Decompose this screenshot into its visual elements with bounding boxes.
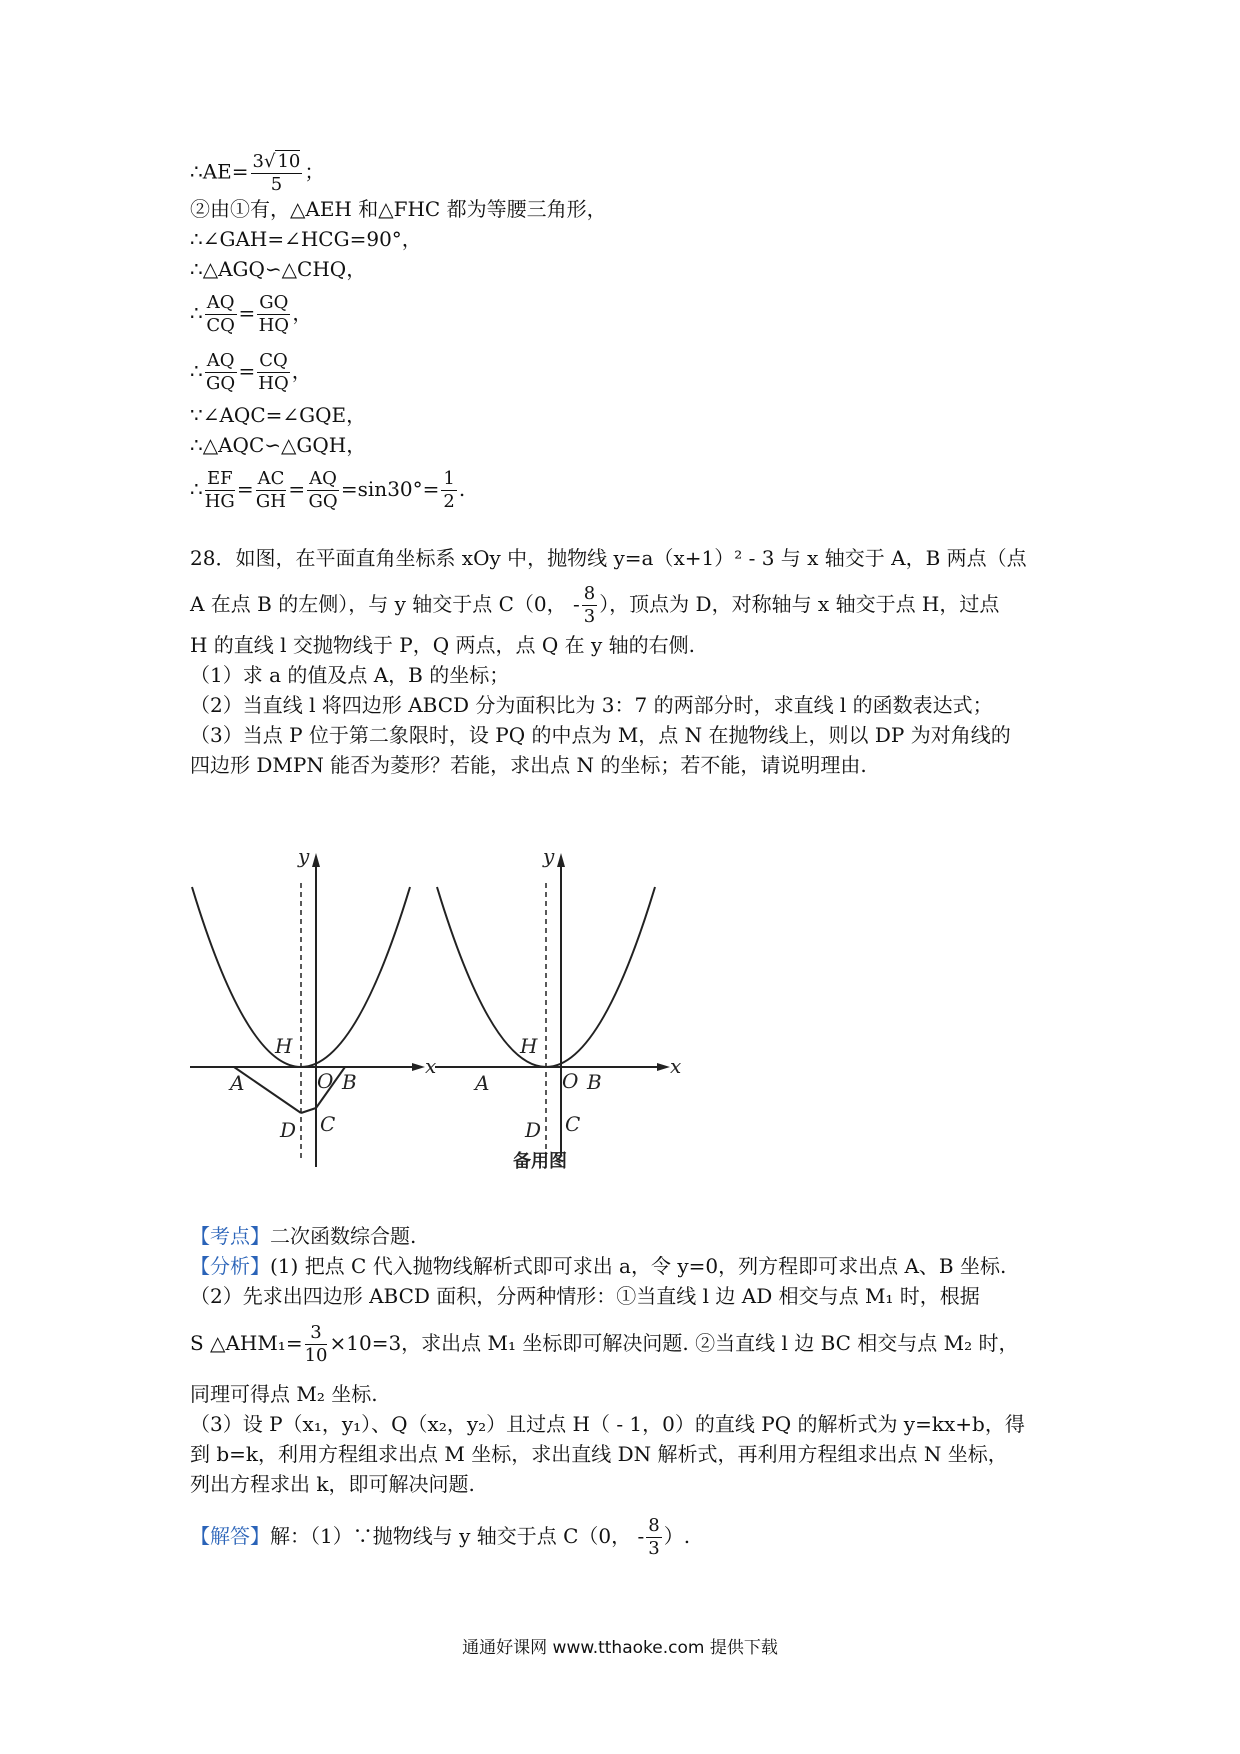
problem-line-1: 28．如图，在平面直角坐标系 xOy 中，抛物线 y=a（x+1）² - 3 与 x 轴交于 A，B 两点（点 [190,546,1027,570]
solution-line-3: ∴∠GAH=∠HCG=90°， [190,227,422,251]
problem-line-2: A 在点 B 的左侧），与 y 轴交于点 C（0， - $\frac{8}{3}$ ），顶点为 D，对称轴与 x 轴交于点 H，过点 [190,583,1000,627]
fenxi-line-2: （2）先求出四边形 ABCD 面积，分两种情形：①当直线 l 边 AD 相交与点 M₁ 时，根据 [190,1284,980,1308]
kaodian-line: 【考点】二次函数综合题. [190,1224,417,1248]
problem-figures [180,845,720,1175]
fenxi-tag: 【分析】 [190,1254,270,1278]
solution-line-4: ∴△AGQ∽△CHQ， [190,257,367,281]
label-x: x [425,1054,437,1078]
fenxi-line-6: 到 b=k，利用方程组求出点 M 坐标，求出直线 DN 解析式，再利用方程组求出点 N 坐标， [190,1442,1008,1466]
fenxi-line-4: 同理可得点 M₂ 坐标. [190,1382,378,1406]
figure-spare [435,853,670,1155]
solution-line-5: ∴ $\frac{AQ}{CQ}$ = $\frac{GQ}{HQ}$ ， [190,292,313,336]
problem-line-3: H 的直线 l 交抛物线于 P，Q 两点，点 Q 在 y 轴的右侧. [190,633,695,657]
solution-line-8: ∴△AQC∽△GQH， [190,433,367,457]
question-3a: （3）当点 P 位于第二象限时，设 PQ 的中点为 M，点 N 在抛物线上，则以 DP 为对角线的 [190,723,1011,747]
solution-line-6: ∴ $\frac{AQ}{GQ}$ = $\frac{CQ}{HQ}$ ， [190,350,312,394]
figure-caption: 备用图 [513,1151,567,1172]
label-B-2: B [587,1070,602,1094]
fenxi-line-7: 列出方程求出 k，即可解决问题. [190,1472,475,1496]
figure-main [190,853,425,1167]
question-3b: 四边形 DMPN 能否为菱形？若能，求出点 N 的坐标；若不能，请说明理由. [190,753,867,777]
fenxi-line-3: S △AHM₁= $\frac{3}{10}$ ×10=3，求出点 M₁ 坐标即可解决问题. ②当直线 l 边 BC 相交与点 M₂ 时， [190,1322,1019,1366]
question-1: （1）求 a 的值及点 A，B 的坐标； [190,663,510,687]
label-A: A [230,1071,245,1095]
label-x-2: x [670,1054,682,1078]
kaodian-tag: 【考点】 [190,1224,270,1248]
solution-line-7: ∵∠AQC=∠GQE， [190,403,367,427]
label-A-2: A [475,1071,490,1095]
label-C-2: C [565,1112,581,1136]
label-D: D [280,1118,297,1142]
label-H-2: H [520,1034,538,1058]
solution-line-1: ∴AE= $\frac{3√ 10}{5}$ ； [190,151,325,195]
solution-line-2: ②由①有，△AEH 和△FHC 都为等腰三角形， [190,197,607,221]
label-C: C [320,1112,336,1136]
page-footer: 通通好课网 www.tthaoke.com 提供下载 [462,1638,778,1658]
fraction: $\frac{3√ 10}{5}$ [252,151,301,195]
label-y: y [298,845,310,868]
question-2: （2）当直线 l 将四边形 ABCD 分为面积比为 3：7 的两部分时，求直线 l 的函数表达式； [190,693,993,717]
jieda-line: 【解答】解：（1）∵抛物线与 y 轴交于点 C（0， - $\frac{8}{3}$ ）. [190,1515,691,1559]
label-H: H [275,1034,293,1058]
label-O: O [317,1069,334,1093]
label-O-2: O [562,1069,579,1093]
jieda-tag: 【解答】 [190,1524,270,1548]
fenxi-line-5: （3）设 P（x₁，y₁）、Q（x₂，y₂）且过点 H（ - 1，0）的直线 PQ 的解析式为 y=kx+b，得 [190,1412,1025,1436]
label-B: B [342,1070,357,1094]
fenxi-line-1: 【分析】(1) 把点 C 代入抛物线解析式即可求出 a，令 y=0，列方程即可求出点 A、B 坐标. [190,1254,1007,1278]
label-y-2: y [543,845,555,868]
solution-line-9: ∴ $\frac{EF}{HG}$ = $\frac{AC}{GH}$ = $\frac{AQ}{GQ}$ =sin30°= $\frac{1}{2}$ . [190,468,466,512]
label-D-2: D [525,1118,542,1142]
